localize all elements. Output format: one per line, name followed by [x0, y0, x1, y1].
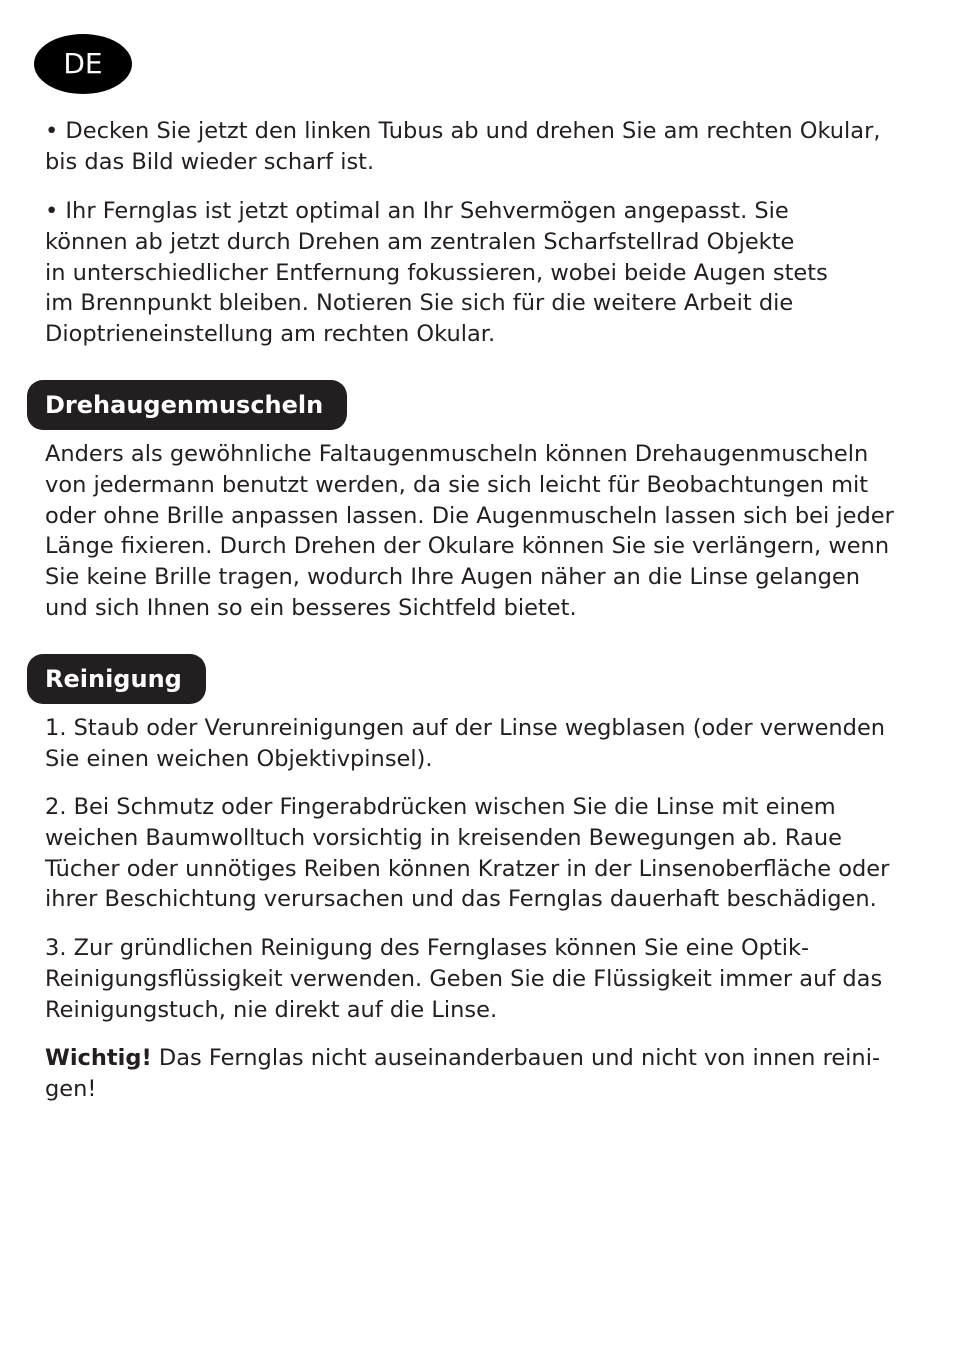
important-label: Wichtig! — [45, 1045, 152, 1071]
intro-bullet-1: • Decken Sie jetzt den linken Tubus ab und drehen Sie am rechten Okular, bis das Bild wieder scharf ist. — [45, 118, 881, 175]
intro-bullet-2: • Ihr Fernglas ist jetzt optimal an Ihr Sehvermögen angepasst. Sie können ab jetzt durch Drehen am zentralen Scharfstellrad Objekte in unterschiedlicher Entfernung fokussieren, wobei beide Augen stets im Brennpunkt bleiben. Notieren Sie sich für die weitere Arbeit die Dioptrieneinstellung am rechten Okular. — [45, 198, 828, 348]
cleaning-step-2: 2. Bei Schmutz oder Fingerabdrücken wischen Sie die Linse mit einem weichen Baumwolltuch vorsichtig in kreisenden Bewegungen ab. Raue Tücher oder unnötiges Reiben können Kratzer in der Linsenoberfläche oder ihrer Beschichtung verursachen und das Fernglas dauerhaft beschädigen. — [45, 794, 890, 913]
section-heading-cleaning: Reinigung — [27, 654, 206, 704]
language-badge: DE — [34, 34, 132, 94]
cleaning-step-1: 1. Staub oder Verunreinigungen auf der Linse wegblasen (oder verwenden Sie einen weichen Objektivpinsel). — [45, 715, 886, 772]
eyecups-paragraph: Anders als gewöhnliche Faltaugenmuscheln können Drehaugenmuscheln von jedermann benutzt werden, da sie sich leicht für Beobachtungen mit oder ohne Brille anpassen lassen. Die Augenmuscheln lassen sich bei jeder Länge fixieren. Durch Drehen der Okulare können Sie sie verlängern, wenn Sie keine Brille tragen, wodurch Ihre Augen näher an die Linse gelangen und sich Ihnen so ein besseres Sichtfeld bietet. — [45, 441, 894, 621]
important-text: Das Fernglas nicht auseinanderbauen und nicht von innen reini- gen! — [45, 1045, 881, 1102]
cleaning-step-3: 3. Zur gründlichen Reinigung des Fernglases können Sie eine Optik- Reinigungsflüssigkeit verwenden. Geben Sie die Flüssigkeit immer auf das Reinigungstuch, nie direkt auf die Linse. — [45, 935, 883, 1023]
section-heading-eyecups: Drehaugenmuscheln — [27, 380, 347, 430]
important-note — [45, 1043, 925, 1105]
